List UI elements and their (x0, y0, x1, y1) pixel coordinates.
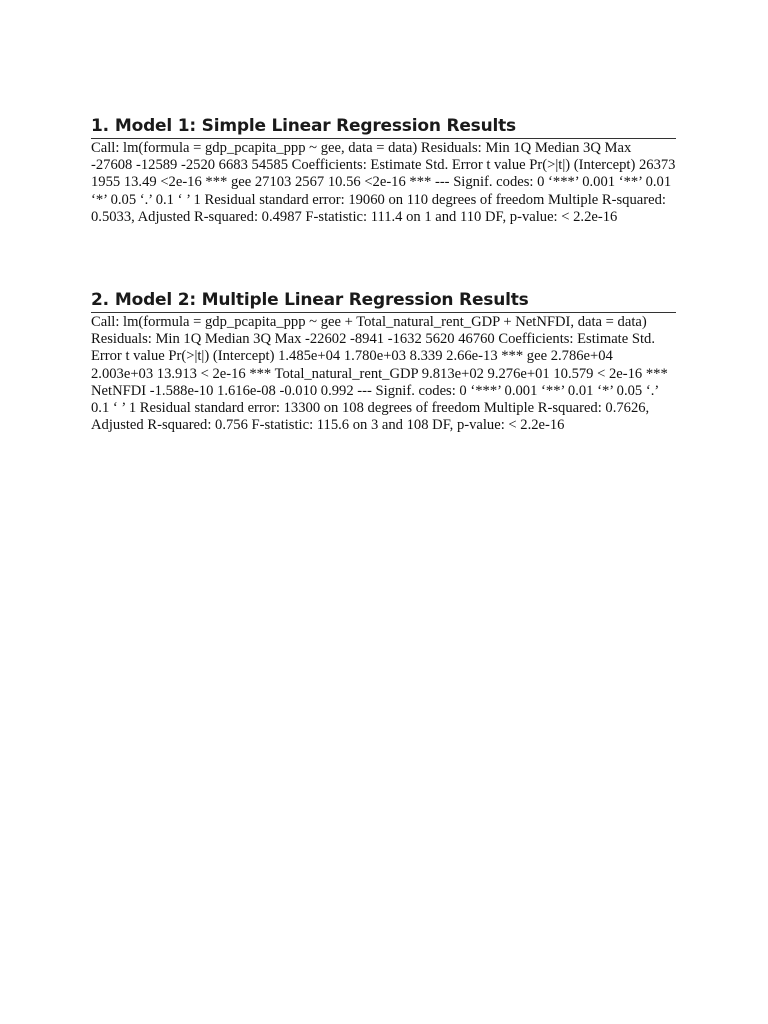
section-title: Model 2: Multiple Linear Regression Results (114, 290, 529, 310)
section-title: Model 1: Simple Linear Regression Results (114, 116, 516, 136)
section-number: 2. (91, 290, 109, 310)
section-model-1 (91, 116, 676, 226)
section-heading (91, 116, 676, 139)
regression-output: Call: lm(formula = gdp_pcapita_ppp ~ gee + Total_natural_rent_GDP + NetNFDI, data = data) Residuals: Min 1Q Median 3Q Max -22602 -8941 -1632 5620 46760 Coefficients: Estimate Std. Error t value Pr(>|t|) (Intercept) 1.485e+04 1.780e+03 8.339 2.66e-13 *** gee 2.786e+04 2.003e+03 13.913 < 2e-16 *** Total_natural_rent_GDP 9.813e+02 9.276e+01 10.579 < 2e-16 *** NetNFDI -1.588e-10 1.616e-08 -0.010 0.992 --- Signif. codes: 0 ‘***’ 0.001 ‘**’ 0.01 ‘*’ 0.05 ‘.’ 0.1 ‘ ’ 1 Residual standard error: 13300 on 108 degrees of freedom Multiple R-squared: 0.7626, Adjusted R-squared: 0.756 F-statistic: 115.6 on 3 and 108 DF, p-value: < 2.2e-16 (91, 314, 668, 434)
section-number: 1. (91, 116, 109, 136)
regression-output: Call: lm(formula = gdp_pcapita_ppp ~ gee, data = data) Residuals: Min 1Q Median 3Q Max -27608 -12589 -2520 6683 54585 Coefficients: Estimate Std. Error t value Pr(>|t|) (Intercept) 26373 1955 13.49 <2e-16 *** gee 27103 2567 10.56 <2e-16 *** --- Signif. codes: 0 ‘***’ 0.001 ‘**’ 0.01 ‘*’ 0.05 ‘.’ 0.1 ‘ ’ 1 Residual standard error: 19060 on 110 degrees of freedom Multiple R-squared: 0.5033, Adjusted R-squared: 0.4987 F-statistic: 111.4 on 1 and 110 DF, p-value: < 2.2e-16 (91, 140, 676, 225)
section-heading (91, 290, 676, 313)
section-model-2 (91, 290, 676, 434)
